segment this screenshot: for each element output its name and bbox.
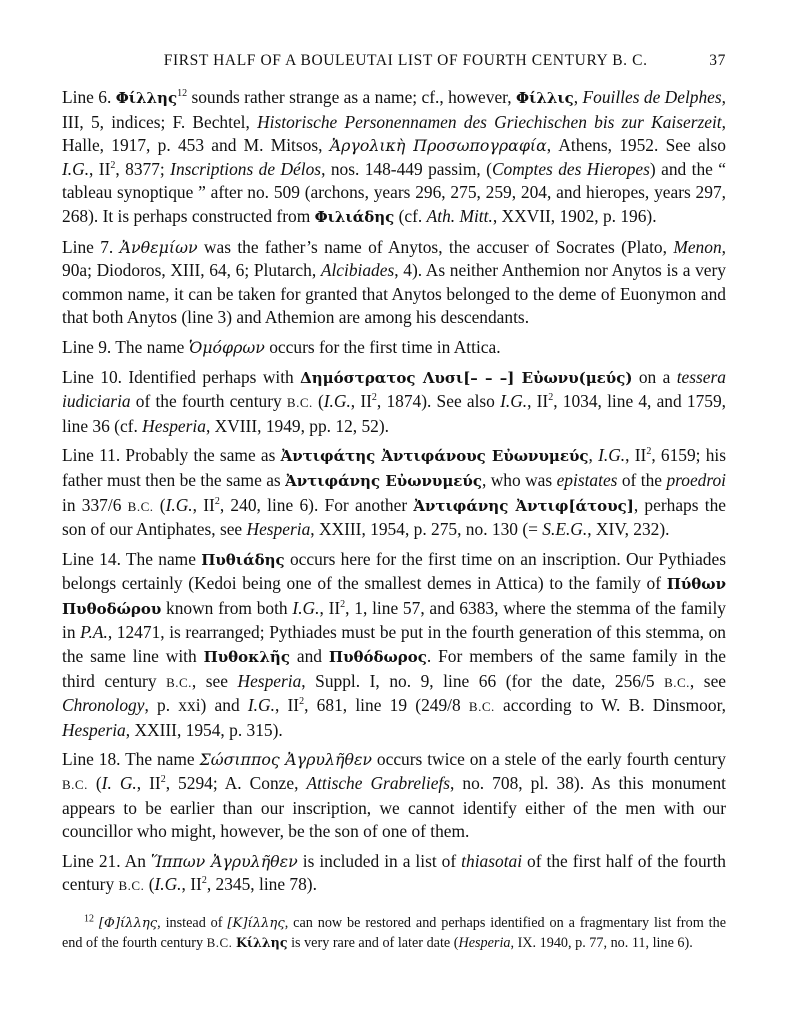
note-line-7 <box>62 236 726 330</box>
text: , who was <box>481 469 557 490</box>
citation-title: Hesperia <box>458 935 511 951</box>
text: , II <box>89 158 111 179</box>
era-abbrev: B.C. <box>468 699 495 715</box>
citation-title: Ath. Mitt. <box>426 205 493 226</box>
text: , 6159; his father must then be the same as <box>62 445 727 490</box>
text: , <box>573 87 583 107</box>
text: , Athens, 1952. See also <box>546 135 726 156</box>
text: ( <box>153 494 166 515</box>
text: , XVIII, 1949, pp. 12, 52). <box>205 415 389 436</box>
greek-term: [Φ]ίλλης <box>98 916 158 931</box>
text: , II <box>181 874 202 895</box>
greek-term: Ἵππων Ἀγρυλῆθεν <box>150 851 298 871</box>
text: , 90a; Diodoros, XIII, 64, 6; Plutarch, <box>62 236 726 281</box>
text: , 2345, line 78). <box>206 874 317 895</box>
greek-term: Πυθιάδης <box>201 550 285 569</box>
text: and <box>289 646 329 667</box>
text: , 681, line 19 (249/8 <box>304 695 469 716</box>
greek-term: Πυθόδωρος <box>328 648 427 667</box>
citation-title: Chronology <box>62 695 145 716</box>
text: , II <box>625 445 647 466</box>
citation-title: I.G. <box>247 695 275 716</box>
citation-title: I.G. <box>292 597 320 618</box>
era-abbrev: B.C. <box>286 395 313 411</box>
text: , 5294; A. Conze, <box>165 773 307 794</box>
text: according to W. B. Dinsmoor, <box>494 695 727 716</box>
text: , 240, line 6). For another <box>219 494 414 515</box>
greek-term: Ἀνθεμίων <box>119 237 198 257</box>
greek-term: Κίλλης <box>235 935 288 950</box>
text: was the father’s name of Anytos, the accuser of Socrates (Plato, <box>197 236 674 257</box>
greek-term: Πυθοκλῆς <box>203 648 290 667</box>
text: ( <box>144 874 155 895</box>
text: , instead of <box>157 915 228 931</box>
era-abbrev: B.C. <box>664 674 690 690</box>
note-label: Line 21. <box>62 850 121 871</box>
text: , II <box>319 597 341 618</box>
era-abbrev: B.C. <box>118 878 145 894</box>
superscript: 2 <box>340 599 346 611</box>
text: , XXVII, 1902, p. 196). <box>492 205 657 226</box>
running-head <box>62 52 726 70</box>
text: , II <box>192 494 215 515</box>
superscript: 2 <box>201 875 207 887</box>
text: , 1034, line 4, and 1759, line 36 (cf. <box>62 391 726 436</box>
note-label: Line 18. <box>62 749 121 770</box>
citation-title: Hesperia <box>62 719 126 740</box>
note-line-21 <box>62 850 726 898</box>
superscript: 2 <box>214 495 220 507</box>
footnote-ref: 12 <box>177 88 188 100</box>
note-label: Line 7. <box>62 236 114 257</box>
greek-term: Φίλλις <box>516 89 574 107</box>
running-title: FIRST HALF OF A BOULEUTAI LIST OF FOURTH CENTURY B. C. <box>163 52 648 69</box>
citation-title: Hesperia <box>246 519 311 540</box>
greek-term: Δημόστρατος Λυσι[– – –] Εὐωνυ(μεύς) <box>300 368 633 387</box>
superscript: 2 <box>646 446 652 458</box>
citation-title: I.G. <box>62 158 90 179</box>
citation-title: I.G. <box>598 445 626 466</box>
text: occurs twice on a stele of the early fourth century <box>372 749 726 770</box>
text: , 4). As neither Anthemion nor Anytos is a very common name, it can be taken for granted that Anytos belonged to the deme of Euonymon and that both Anytos (line 3) and Athemion are among his descendants. <box>62 260 726 328</box>
greek-term: Φίλλης <box>115 89 178 107</box>
text: , perhaps the son of our Antiphates, see <box>62 494 727 540</box>
text: , II <box>350 391 372 412</box>
footnote-12 <box>62 914 726 953</box>
era-abbrev: B.C. <box>62 777 88 793</box>
text: occurs here for the first time on an inscription. Our Pythiades belongs certainly (Kedoi being one of the smallest demes in Attica) to the family of <box>62 548 726 594</box>
text: known from both <box>161 597 293 618</box>
text: , XIV, 232). <box>587 519 670 540</box>
note-line-9 <box>62 336 726 360</box>
citation-title: Menon <box>673 236 722 257</box>
text: ) and the “ tableau synoptique ” after no. 509 (archons, years 296, 275, 259, 204, and hieropes, years 297, 268). It is perhaps constructed from <box>62 158 727 226</box>
text: is included in a list of <box>297 850 462 871</box>
citation-title: Alcibiades <box>320 260 395 281</box>
era-abbrev: B.C. <box>127 498 154 514</box>
citation-title: Historische Personennamen des Griechischen bis zur Kaiserzeit <box>257 111 722 132</box>
superscript: 2 <box>548 392 554 404</box>
greek-term: Ὁμόφρων <box>188 337 265 357</box>
citation-title: S.E.G. <box>542 519 588 540</box>
text: (cf. <box>394 205 427 226</box>
text: ( <box>87 773 102 794</box>
citation-title: proedroi <box>666 469 727 490</box>
text: , II <box>274 695 300 716</box>
citation-title: Fouilles de Delphes <box>582 87 722 107</box>
text: , <box>588 445 599 466</box>
text: , see <box>191 670 238 691</box>
citation-title: Hesperia <box>237 670 302 691</box>
text: , p. xxi) and <box>144 695 248 716</box>
citation-title: Hesperia <box>142 415 206 436</box>
text: The name <box>120 548 202 569</box>
text: Identified perhaps with <box>122 366 301 387</box>
text: , IX. 1940, p. 77, no. 11, line 6). <box>510 935 693 951</box>
citation-title: thiasotai <box>461 850 523 871</box>
text: , Suppl. I, no. 9, line 66 (for the date, 256/5 <box>301 670 665 691</box>
text: . For members of the same family in the third century <box>62 646 726 691</box>
note-line-10 <box>62 366 726 439</box>
greek-term: Ἀντιφάνης Εὐωνυμεύς <box>285 471 482 490</box>
text: , no. 708, pl. 38). As this monument appears to be earlier than our inscription, we cannot identify either of the men with our councillor who might, however, be the son of one of them. <box>62 773 726 842</box>
citation-title: epistates <box>556 469 618 490</box>
note-line-11 <box>62 444 726 541</box>
text: , XXIII, 1954, p. 275, no. 130 (= <box>310 519 543 540</box>
text: in 337/6 <box>62 494 128 515</box>
text: of the fourth century <box>130 391 287 412</box>
greek-term: Ἀργολικὴ Προσωπογραφία <box>329 136 547 156</box>
citation-title: I.G. <box>154 874 182 895</box>
text: An <box>120 850 151 871</box>
text: occurs for the first time in Attica. <box>264 336 501 357</box>
citation-title: tessera iudiciaria <box>62 366 726 412</box>
citation-title: I.G. <box>165 494 193 515</box>
text: , II <box>136 773 161 794</box>
era-abbrev: B.C. <box>166 674 192 690</box>
note-label: Line 11. <box>62 445 121 466</box>
citation-title: Comptes des Hieropes <box>491 158 650 179</box>
text: , 1, line 57, and 6383, where the stemma of the family in <box>62 597 726 643</box>
era-abbrev: B.C. <box>206 935 233 950</box>
greek-term: Σώσιππος Ἀγρυλῆθεν <box>199 750 373 770</box>
citation-title: I.G. <box>323 391 351 412</box>
citation-title: Attische Grabreliefs <box>306 773 451 794</box>
note-label: Line 10. <box>62 366 122 387</box>
citation-title: Inscriptions de Délos <box>170 158 322 179</box>
citation-title: I.G. <box>500 391 528 412</box>
text: The name <box>120 749 200 770</box>
greek-term: Πύθων Πυθοδώρου <box>62 575 726 618</box>
text: , can now be restored and perhaps identified on a fragmentary list from the end of the fourth century <box>62 915 727 951</box>
text: sounds rather strange as a name; cf., however, <box>187 87 516 107</box>
greek-term: Ἀντιφάτης Ἀντιφάνους Εὐωνυμεύς <box>280 447 589 466</box>
text: Probably the same as <box>120 445 281 466</box>
text: , 12471, is rearranged; Pythiades must be put in the fourth generation of this stemma, on the same line with <box>62 622 726 667</box>
greek-term: [Κ]ίλλης <box>227 916 285 931</box>
page <box>62 52 726 967</box>
text: , Halle, 1917, p. 453 and M. Mitsos, <box>62 111 726 156</box>
citation-title: P.A. <box>80 622 108 643</box>
note-line-6 <box>62 86 726 230</box>
text: , III, 5, indices; F. Bechtel, <box>62 87 727 132</box>
note-label: Line 14. <box>62 548 121 569</box>
text: , see <box>689 670 727 691</box>
superscript: 2 <box>371 392 377 404</box>
text: , 1874). See also <box>376 391 501 412</box>
text: The name <box>111 336 189 357</box>
greek-term: Φιλιάδης <box>314 207 395 226</box>
text: , XXIII, 1954, p. 315). <box>125 719 283 740</box>
note-line-18 <box>62 748 726 843</box>
superscript: 2 <box>160 774 166 786</box>
superscript: 2 <box>299 696 305 708</box>
text: , II <box>527 391 549 412</box>
superscript: 2 <box>110 159 116 171</box>
note-line-14 <box>62 548 726 743</box>
greek-term: Ἀντιφάνης Ἀντιφ[άτους] <box>413 496 634 515</box>
text: ( <box>312 391 324 412</box>
page-number: 37 <box>709 52 726 69</box>
text: of the first half of the fourth century <box>62 850 726 895</box>
note-label: Line 6. <box>62 87 112 107</box>
text: of the <box>617 469 667 490</box>
citation-title: I. G. <box>101 773 137 794</box>
text: on a <box>632 366 677 387</box>
text: , nos. 148-449 passim, ( <box>321 158 492 179</box>
note-label: Line 9. <box>62 336 112 357</box>
footnote-number: 12 <box>84 913 94 925</box>
text: is very rare and of later date ( <box>287 935 459 951</box>
text: , 8377; <box>115 158 171 179</box>
